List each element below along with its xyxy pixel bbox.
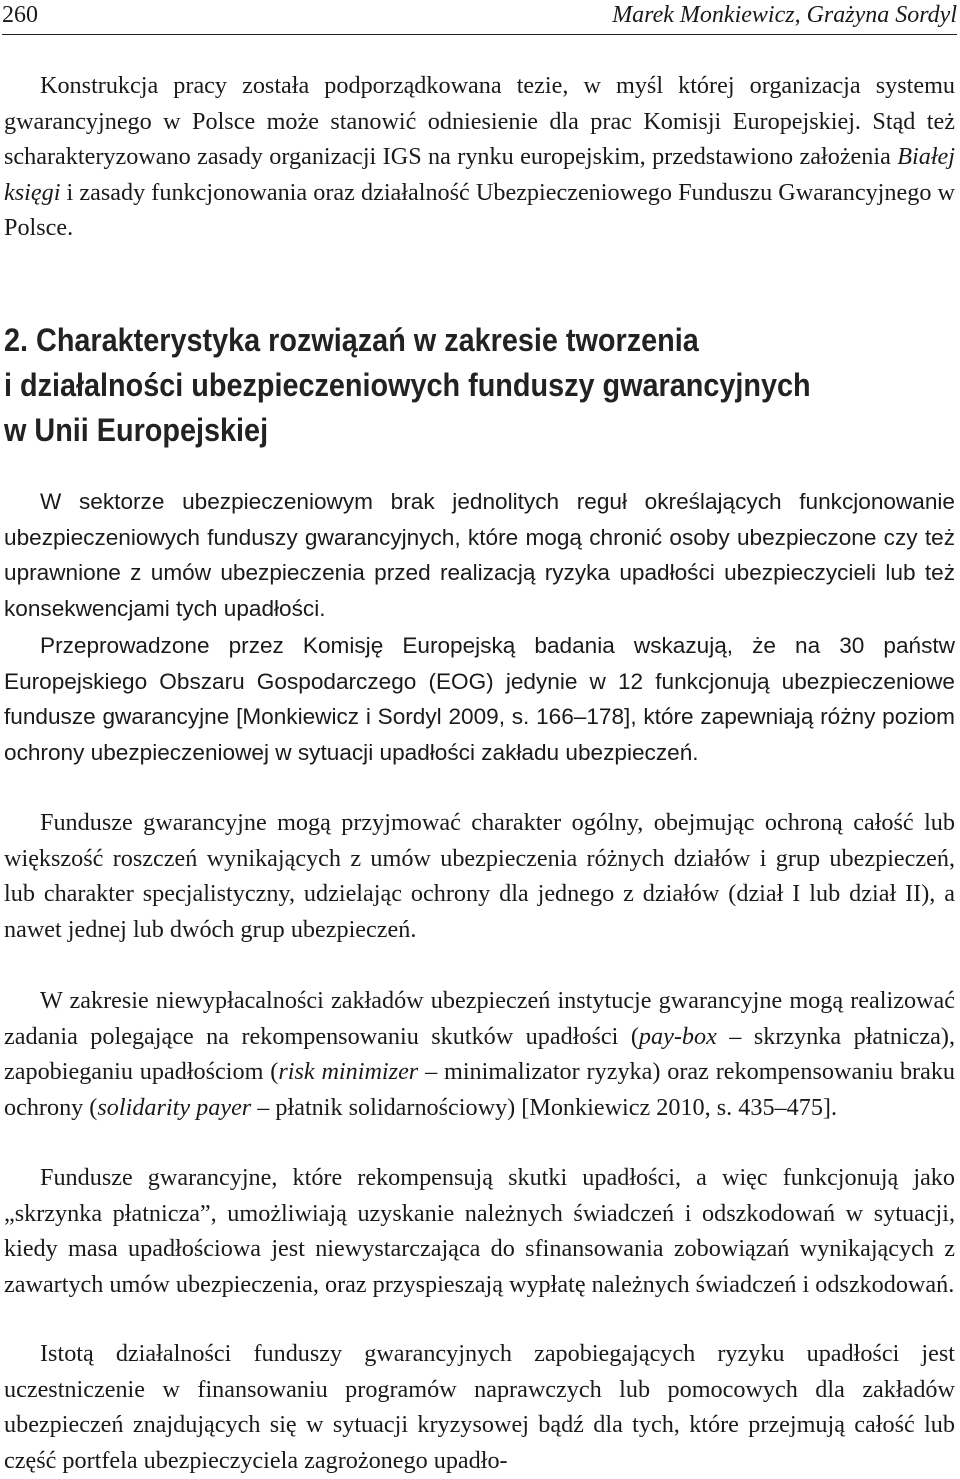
intro-paragraph	[4, 68, 955, 246]
paragraph-4-term-pay-box: pay-box	[638, 1022, 717, 1050]
section-heading-line-2: i działalności ubezpieczeniowych funduszy gwarancyjnych	[4, 367, 811, 403]
paragraph-2: Przeprowadzone przez Komisję Europejską badania wskazują, że na 30 państw Europejskiego Obszaru Gospodarczego (EOG) jedynie w 12 funkcjonują ubezpieczeniowe fundusze gwarancyjne [Monkiewicz i Sordyl 2009, s. 166–178], które zapewniają różny poziom ochrony ubezpieczeniowej w sytuacji upadłości zakładu ubezpieczeń.	[4, 633, 955, 765]
paragraph-5: Fundusze gwarancyjne, które rekompensują skutki upadłości, a więc funkcjonują jako „skrzynka płatnicza”, umożliwiają uzyskanie należnych świadczeń i odszkodowań w sytuacji, kiedy masa upadłościowa jest niewystarczająca do sfinansowania zobowiązań wynikających z zawartych umów ubezpieczenia, oraz przyspieszają wypłatę należnych świadczeń i odszkodowań.	[4, 1164, 955, 1298]
page-number: 260	[2, 2, 38, 28]
paragraph-4-term-risk-minimizer: risk minimizer	[278, 1058, 419, 1086]
paragraph-4	[4, 983, 955, 1125]
intro-text-2: i zasady funkcjonowania oraz działalność Ubezpieczeniowego Funduszu Gwarancyjnego w Polsce.	[4, 178, 955, 242]
paragraph-4-text-b: – skrzynka płatnicza), zapobieganiu upadłościom (	[4, 1022, 955, 1086]
running-header	[2, 0, 957, 35]
intro-text-1: Konstrukcja pracy została podporządkowana tezie, w myśl której organizacja systemu gwarancyjnego w Polsce może stanowić odniesienie dla prac Komisji Europejskiej. Stąd też scharakteryzowano zasady organizacji IGS na rynku europejskim, przedstawiono założenia	[4, 72, 955, 171]
paragraph-3: Fundusze gwarancyjne mogą przyjmować charakter ogólny, obejmując ochroną całość lub większość roszczeń wynikających z umów ubezpieczenia różnych działów i grup ubezpieczeń, lub charakter specjalistyczny, udzielając ochrony dla jednego z działów (dział I lub dział II), a nawet jednej lub dwóch grup ubezpieczeń.	[4, 809, 955, 943]
paragraph-4-text-d: – płatnik solidarnościowy) [Monkiewicz 2010, s. 435–475].	[251, 1093, 838, 1121]
paragraph-6: Istotą działalności funduszy gwarancyjnych zapobiegających ryzyku upadłości jest uczestniczenie w finansowaniu programów naprawczych lub pomocowych dla zakładów ubezpieczeń znajdujących się w sytuacji kryzysowej bądź dla tych, które przejmują całość lub część portfela ubezpieczyciela zagrożonego upadło-	[4, 1340, 955, 1474]
intro-italic-title: Białej księgi	[4, 143, 955, 206]
paragraph-1: W sektorze ubezpieczeniowym brak jednolitych reguł określających funkcjonowanie ubezpieczeniowych funduszy gwarancyjnych, które mogą chronić osoby ubezpieczone czy też uprawnione z umów ubezpieczenia przed realizacją ryzyka upadłości ubezpieczycieli lub też konsekwencjami tych upadłości.	[4, 489, 955, 621]
paragraph-4-text-a: W zakresie niewypłacalności zakładów ubezpieczeń instytucje gwarancyjne mogą realizować zadania polegające na rekompensowaniu skutków upadłości (	[4, 987, 955, 1050]
paragraph-4-text-c: – minimalizator ryzyka) oraz rekompensowaniu braku ochrony (	[4, 1058, 956, 1121]
section-heading	[4, 318, 958, 453]
running-header-authors: Marek Monkiewicz, Grażyna Sordyl	[612, 2, 957, 28]
paragraph-4-term-solidarity-payer: solidarity payer	[97, 1093, 252, 1121]
section-heading-line-3: w Unii Europejskiej	[4, 412, 269, 448]
section-heading-line-1: 2. Charakterystyka rozwiązań w zakresie tworzenia	[4, 322, 699, 358]
